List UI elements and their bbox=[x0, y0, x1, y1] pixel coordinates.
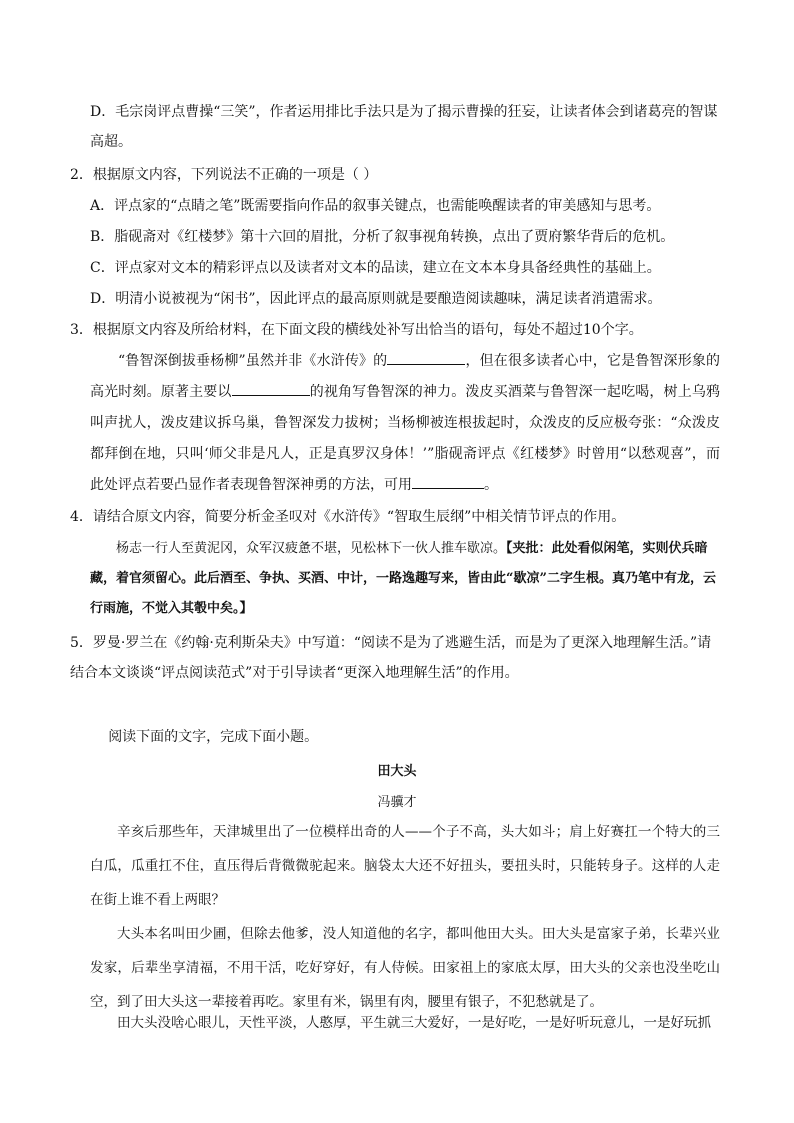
q3-passage-part2: ，但在很多读者心中，它是鲁智深形象的高光时刻。原著主要以 bbox=[90, 353, 720, 400]
q3-passage-part3: 的视角写鲁智深的神力。泼皮买酒菜与鲁智深一起吃喝，树上乌鸦叫声扰人，泼皮建议拆乌巢，鲁智深发力拔树；当杨柳被连根拔起时，众泼皮的反应极夸张：“众泼皮都拜倒在地，只叫‘师父非是凡人，正是真罗汉身体！’”脂砚斋评点《红楼梦》时曾用“以愁观喜”，而此处评点若要凸显作者表现鲁智深神勇的方法，可用 bbox=[90, 384, 721, 493]
q3-passage-part4: 。 bbox=[484, 477, 498, 493]
story-paragraph: 田大头没啥心眼儿，天性平淡，人憨厚，平生就三大爱好，一是好吃，一是好听玩意儿，一是好玩抓 bbox=[117, 1015, 711, 1031]
story-author: 冯骥才 bbox=[377, 795, 417, 810]
story-title: 田大头 bbox=[377, 764, 417, 779]
q3-passage bbox=[90, 346, 720, 501]
q2-option-c: C．评点家对文本的精彩评点以及读者对文本的品读，建立在文本本身具备经典性的基础上。 bbox=[90, 260, 661, 276]
q3-stem: 3．根据原文内容及所给材料，在下面文段的横线处补写出恰当的语句，每处不超过10个字。 bbox=[70, 322, 643, 338]
reading-instruction: 阅读下面的文字，完成下面小题。 bbox=[108, 729, 319, 745]
q1-option-d-line1: D．毛宗岗评点曹操“三笑”，作者运用排比手法只是为了揭示曹操的狂妄，让读者体会到诸葛亮的智谋 bbox=[90, 104, 718, 120]
story-paragraph: 辛亥后那些年，天津城里出了一位模样出奇的人——个子不高，头大如斗；肩上好赛扛一个特大的三白瓜，瓜重扛不住，直压得后背微微驼起来。脑袋太大还不好扭头，要扭头时，只能转身子。这样的人走在街上谁不看上两眼？ bbox=[90, 824, 720, 908]
q2-stem: 2．根据原文内容，下列说法不正确的一项是（ ） bbox=[70, 167, 378, 183]
q2-option-b: B．脂砚斋对《红楼梦》第十六回的眉批，分析了叙事视角转换，点出了贾府繁华背后的危机。 bbox=[90, 229, 675, 245]
q4-excerpt-text: 杨志一行人至黄泥冈，众军汉疲惫不堪，见松林下一伙人推车歇凉。 bbox=[116, 541, 507, 556]
q2-option-a: A．评点家的“点睛之笔”既需要指向作品的叙事关键点，也需能唤醒读者的审美感知与思考。 bbox=[90, 198, 661, 214]
q3-passage-part1: “鲁智深倒拔垂杨柳”虽然并非《水浒传》的 bbox=[118, 353, 388, 369]
q5-stem: 5．罗曼·罗兰在《约翰·克利斯朵夫》中写道：“阅读不是为了逃避生活，而是为了更深入地理解生活。”请结合本文谈谈“评点阅读范式”对于引导读者“更深入地理解生活”的作用。 bbox=[70, 635, 712, 681]
q4-excerpt-annotation: 【夹批：此处看似闲笔，实则伏兵暗藏，着官须留心。此后酒至、争执、买酒、中计，一路逸趣写来，皆由此“歇凉”二字生根。真乃笔中有龙，云行雨施，不觉入其彀中矣。】 bbox=[90, 541, 716, 616]
answer-blank-2[interactable] bbox=[232, 379, 310, 396]
q1-option-d-line2: 高超。 bbox=[90, 134, 132, 150]
q2-option-d: D．明清小说被视为“闲书”，因此评点的最高原则就是要酿造阅读趣味，满足读者消遣需求。 bbox=[90, 291, 662, 307]
q1-option-d bbox=[90, 97, 720, 157]
story-paragraph: 大头本名叫田少圃，但除去他爹，没人知道他的名字，都叫他田大头。田大头是富家子弟，长辈兴业发家，后辈坐享清福，不用干活，吃好穿好，有人侍候。田家祖上的家底太厚，田大头的父亲也没坐吃山空，到了田大头这一辈接着再吃。家里有米，锅里有肉，腰里有银子，不犯愁就是了。 bbox=[90, 926, 720, 1010]
q4-stem: 4．请结合原文内容，简要分析金圣叹对《水浒传》“智取生辰纲”中相关情节评点的作用。 bbox=[70, 509, 626, 525]
answer-blank-1[interactable] bbox=[387, 348, 465, 365]
answer-blank-3[interactable] bbox=[412, 472, 484, 489]
q4-excerpt bbox=[90, 534, 720, 624]
